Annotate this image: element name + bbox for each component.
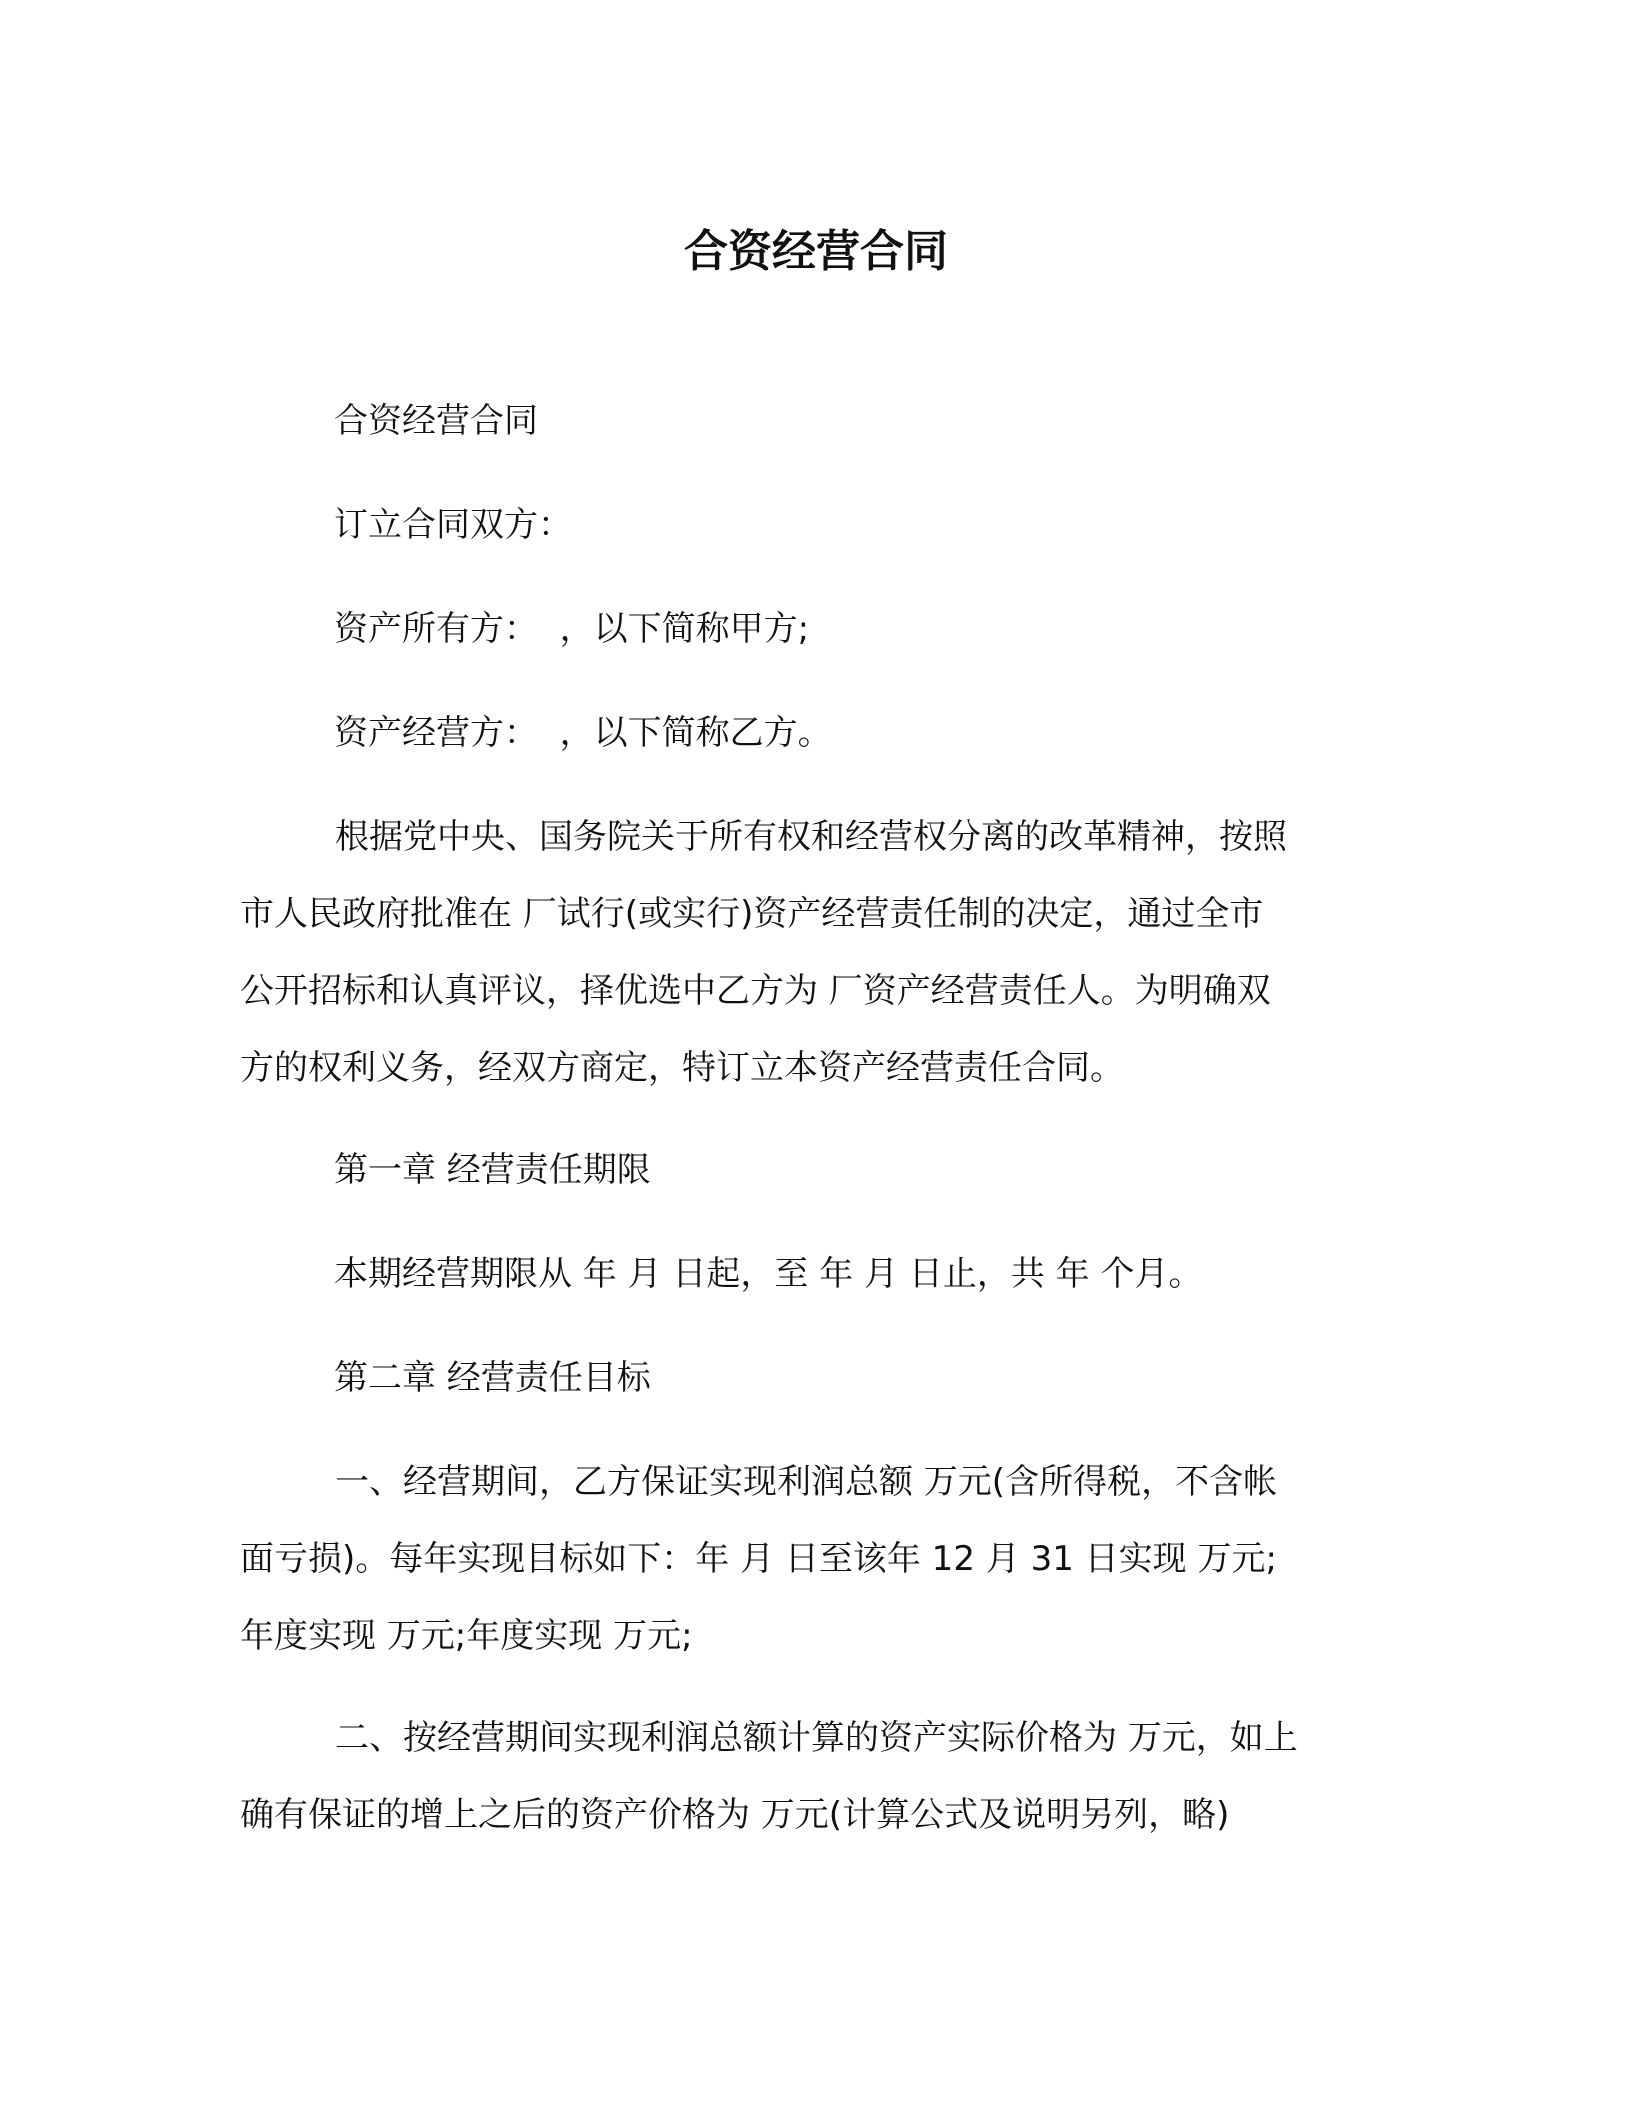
paragraph-heading xyxy=(334,383,1484,460)
paragraph-line: 年度实现 万元;年度实现 万元; xyxy=(240,1616,693,1656)
paragraph-target-two xyxy=(240,1700,1390,1854)
paragraph-line: 资产所有方： ，以下简称甲方; xyxy=(334,609,810,649)
paragraph-line: 根据党中央、国务院关于所有权和经营权分离的改革精神，按照 xyxy=(335,817,1287,857)
paragraph-line: 合资经营合同 xyxy=(334,401,538,441)
document-title: 合资经营合同 xyxy=(684,226,948,277)
paragraph-line: 订立合同双方： xyxy=(334,505,572,545)
paragraph-line: 本期经营期限从 年 月 日起，至 年 月 日止，共 年 个月。 xyxy=(334,1254,1203,1294)
paragraph-line: 第二章 经营责任目标 xyxy=(334,1358,651,1398)
paragraph-preamble xyxy=(240,799,1390,1107)
paragraph-line: 确有保证的增上之后的资产价格为 万元(计算公式及说明另列，略) xyxy=(240,1795,1230,1835)
paragraph-target-one xyxy=(240,1444,1390,1675)
paragraph-party-b xyxy=(334,695,1484,772)
paragraph-line: 二、按经营期间实现利润总额计算的资产实际价格为 万元，如上 xyxy=(335,1718,1298,1758)
paragraph-line: 面亏损)。每年实现目标如下：年 月 日至该年 12 月 31 日实现 万元; xyxy=(240,1539,1277,1579)
chapter-two-heading xyxy=(334,1340,1484,1417)
paragraph-term xyxy=(334,1236,1484,1313)
paragraph-line: 一、经营期间，乙方保证实现利润总额 万元(含所得税，不含帐 xyxy=(335,1462,1278,1502)
paragraph-line: 资产经营方： ，以下简称乙方。 xyxy=(334,713,832,753)
paragraph-line: 方的权利义务，经双方商定，特订立本资产经营责任合同。 xyxy=(240,1048,1124,1088)
paragraph-line: 公开招标和认真评议，择优选中乙方为 厂资产经营责任人。为明确双 xyxy=(240,971,1271,1011)
paragraph-line: 第一章 经营责任期限 xyxy=(334,1150,651,1190)
paragraph-parties-intro xyxy=(334,487,1484,564)
paragraph-party-a xyxy=(334,591,1484,668)
paragraph-line: 市人民政府批准在 厂试行(或实行)资产经营责任制的决定，通过全市 xyxy=(240,894,1264,934)
chapter-one-heading xyxy=(334,1132,1484,1209)
